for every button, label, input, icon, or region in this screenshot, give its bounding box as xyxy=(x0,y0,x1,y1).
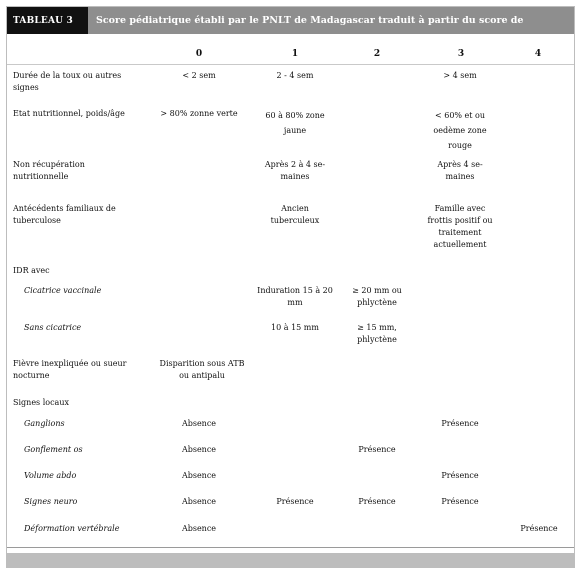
row-label: Volume abdo xyxy=(24,471,77,480)
row-label: IDR avec xyxy=(13,266,50,275)
table-title: Score pédiatrique établi par le PNLT de Madagascar traduit à partir du score de xyxy=(88,7,574,34)
row-cell: 2 - 4 sem xyxy=(276,71,314,80)
row-cell: Après 2 à 4 se-maines xyxy=(264,160,326,181)
row-cell: < 60% et ou oedème zone rouge xyxy=(433,111,487,150)
row-cell: Absence xyxy=(181,471,217,480)
row-cell: 60 à 80% zone jaune xyxy=(265,111,325,135)
row-cell: Présence xyxy=(276,497,314,506)
row-label: Antécédents familiaux de tuberculose xyxy=(13,204,116,225)
row-label: Fièvre inexpliquée ou sueur nocturne xyxy=(13,359,127,380)
col-header-0: 0 xyxy=(195,49,203,59)
row-cell: Présence xyxy=(358,497,396,506)
row-label: Non récupération nutritionnelle xyxy=(13,160,85,181)
row-cell: Présence xyxy=(441,419,479,428)
col-header-4: 4 xyxy=(534,49,542,59)
row-label: Déformation vertébrale xyxy=(24,524,120,533)
row-cell: Induration 15 à 20 mm xyxy=(257,286,333,307)
row-cell: Présence xyxy=(441,471,479,480)
row-label: Sans cicatrice xyxy=(24,323,82,332)
row-cell: ≥ 20 mm ou phlyctène xyxy=(352,286,402,307)
row-label: Signes neuro xyxy=(24,497,78,506)
row-cell: Absence xyxy=(181,445,217,454)
row-cell: < 2 sem xyxy=(182,71,216,80)
row-label: Gonflement os xyxy=(24,445,83,454)
row-cell: Absence xyxy=(181,497,217,506)
col-header-2: 2 xyxy=(373,49,381,59)
row-cell: 10 à 15 mm xyxy=(271,323,319,332)
row-cell: Disparition sous ATB ou antipalu xyxy=(159,359,245,380)
row-cell: > 80% zonne verte xyxy=(160,109,238,118)
row-cell: Présence xyxy=(441,497,479,506)
row-cell: > 4 sem xyxy=(443,71,477,80)
table-frame xyxy=(6,6,575,568)
row-label: Signes locaux xyxy=(13,398,69,407)
row-cell: Présence xyxy=(520,524,558,533)
row-cell: Absence xyxy=(181,419,217,428)
footer-bar xyxy=(7,553,574,567)
row-label: Ganglions xyxy=(24,419,65,428)
row-label: Etat nutritionnel, poids/âge xyxy=(13,109,125,118)
table-number: TABLEAU 3 xyxy=(7,7,88,34)
row-label: Durée de la toux ou autres signes xyxy=(13,71,122,92)
bottom-rule xyxy=(7,547,574,548)
row-cell: Absence xyxy=(181,524,217,533)
row-cell: Ancien tuberculeux xyxy=(270,204,320,225)
row-cell: Après 4 se-maines xyxy=(437,160,483,181)
header-rule xyxy=(7,64,574,65)
col-header-3: 3 xyxy=(457,49,465,59)
col-header-1: 1 xyxy=(291,49,299,59)
row-cell: Famille avec frottis positif ou traitement actuellement xyxy=(427,204,493,249)
row-cell: ≥ 15 mm, phlyctène xyxy=(357,323,397,344)
table-header xyxy=(7,7,574,34)
row-label: Cicatrice vaccinale xyxy=(24,286,102,295)
row-cell: Présence xyxy=(358,445,396,454)
